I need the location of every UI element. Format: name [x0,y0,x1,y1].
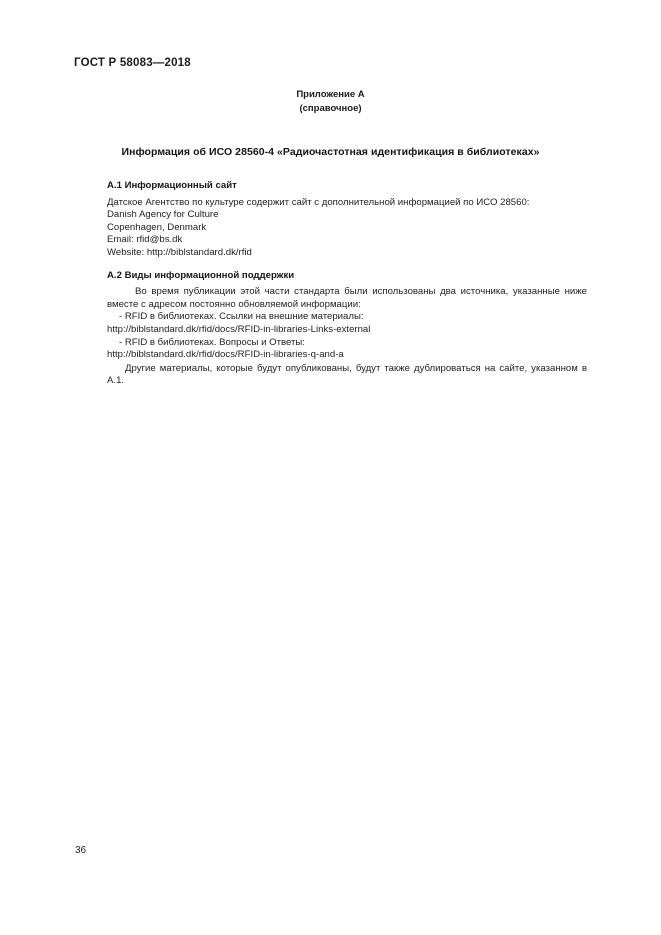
annex-caption-line-2: (справочное) [299,103,362,114]
annex-content [107,180,587,388]
a2-intro-paragraph: Во время публикации этой части стандарта были использованы два источника, указанные ниже вместе с адресом постоянно обновляемой информации: [107,286,587,310]
a1-line-1: Датское Агентство по культуре содержит сайт с дополнительной информацией по ИСО 28560: [107,196,530,208]
a2-item-2-label: - RFID в библиотеках. Вопросы и Ответы: [119,336,305,348]
section-heading-a1: А.1 Информационный сайт [107,180,237,191]
a2-item-2-url: http://biblstandard.dk/rfid/docs/RFID-in-libraries-q-and-a [107,349,344,361]
annex-caption [0,88,661,116]
annex-caption-line-1: Приложение А [296,89,365,100]
a2-item-1-url: http://biblstandard.dk/rfid/docs/RFID-in-libraries-Links-external [107,323,371,335]
page-number: 36 [75,845,87,856]
a2-closing-paragraph: Другие материалы, которые будут опубликованы, будут также дублироваться на сайте, указанном в А.1. [107,362,587,387]
a2-item-1-label: - RFID в библиотеках. Ссылки на внешние материалы: [119,311,364,323]
running-header: ГОСТ Р 58083—2018 [74,57,191,69]
a1-line-2: Danish Agency for Culture [107,209,219,221]
section-heading-a2: А.2 Виды информационной поддержки [107,269,295,281]
annex-title: Информация об ИСО 28560-4 «Радиочастотная идентификация в библиотеках» [121,146,540,158]
a1-email-line: Email: rfid@bs.dk [107,234,183,246]
a1-website-line: Website: http://biblstandard.dk/rfid [107,246,252,258]
a1-line-3: Copenhagen, Denmark [107,221,207,233]
